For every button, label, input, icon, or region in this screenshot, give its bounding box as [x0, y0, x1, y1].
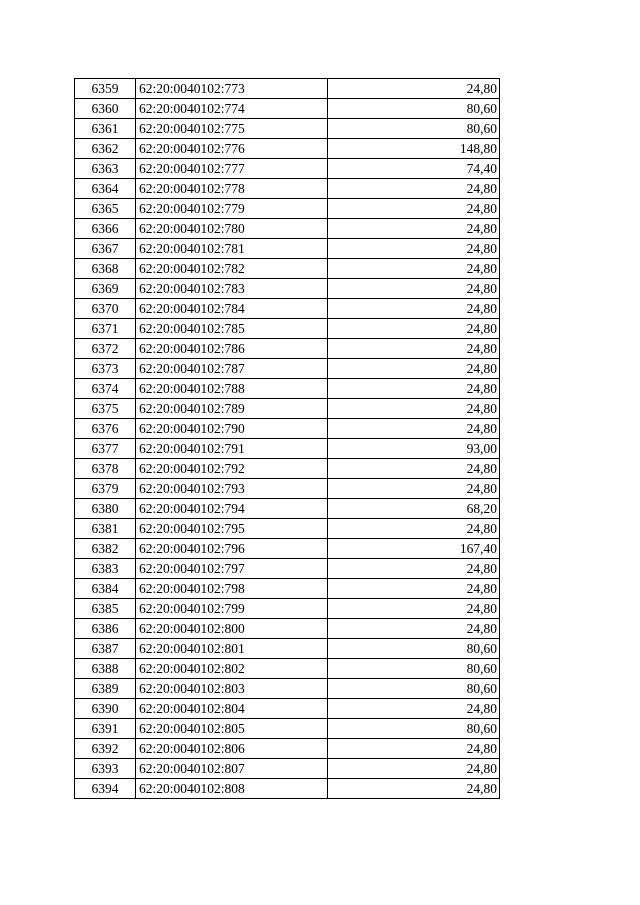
area-cell: 148,80 [328, 139, 500, 159]
row-number-cell: 6390 [75, 699, 136, 719]
row-number-cell: 6365 [75, 199, 136, 219]
table-row [75, 679, 500, 699]
cadastral-number-cell: 62:20:0040102:785 [136, 319, 328, 339]
cadastral-number-cell: 62:20:0040102:799 [136, 599, 328, 619]
row-number-cell: 6377 [75, 439, 136, 459]
area-cell: 24,80 [328, 219, 500, 239]
cadastral-number-cell: 62:20:0040102:790 [136, 419, 328, 439]
table-row [75, 439, 500, 459]
cadastral-number-cell: 62:20:0040102:806 [136, 739, 328, 759]
area-cell: 24,80 [328, 419, 500, 439]
cadastral-number-cell: 62:20:0040102:778 [136, 179, 328, 199]
area-cell: 80,60 [328, 639, 500, 659]
row-number-cell: 6388 [75, 659, 136, 679]
row-number-cell: 6380 [75, 499, 136, 519]
row-number-cell: 6370 [75, 299, 136, 319]
area-cell: 24,80 [328, 559, 500, 579]
table-row [75, 239, 500, 259]
cadastral-number-cell: 62:20:0040102:798 [136, 579, 328, 599]
table-row [75, 159, 500, 179]
cadastral-number-cell: 62:20:0040102:786 [136, 339, 328, 359]
table-row [75, 479, 500, 499]
cadastral-number-cell: 62:20:0040102:792 [136, 459, 328, 479]
table-row [75, 759, 500, 779]
cadastral-number-cell: 62:20:0040102:784 [136, 299, 328, 319]
row-number-cell: 6386 [75, 619, 136, 639]
row-number-cell: 6378 [75, 459, 136, 479]
area-cell: 24,80 [328, 319, 500, 339]
area-cell: 24,80 [328, 179, 500, 199]
row-number-cell: 6391 [75, 719, 136, 739]
cadastral-number-cell: 62:20:0040102:774 [136, 99, 328, 119]
area-cell: 24,80 [328, 359, 500, 379]
area-cell: 24,80 [328, 519, 500, 539]
row-number-cell: 6387 [75, 639, 136, 659]
row-number-cell: 6361 [75, 119, 136, 139]
cadastral-number-cell: 62:20:0040102:796 [136, 539, 328, 559]
row-number-cell: 6383 [75, 559, 136, 579]
area-cell: 24,80 [328, 79, 500, 99]
table-row [75, 739, 500, 759]
area-cell: 24,80 [328, 619, 500, 639]
area-cell: 24,80 [328, 759, 500, 779]
area-cell: 24,80 [328, 479, 500, 499]
area-cell: 24,80 [328, 239, 500, 259]
row-number-cell: 6363 [75, 159, 136, 179]
parcel-table [74, 78, 500, 799]
table-row [75, 639, 500, 659]
row-number-cell: 6360 [75, 99, 136, 119]
cadastral-number-cell: 62:20:0040102:779 [136, 199, 328, 219]
cadastral-number-cell: 62:20:0040102:773 [136, 79, 328, 99]
table-row [75, 259, 500, 279]
area-cell: 80,60 [328, 659, 500, 679]
row-number-cell: 6371 [75, 319, 136, 339]
cadastral-number-cell: 62:20:0040102:808 [136, 779, 328, 799]
cadastral-number-cell: 62:20:0040102:787 [136, 359, 328, 379]
area-cell: 24,80 [328, 339, 500, 359]
table-row [75, 519, 500, 539]
table-row [75, 199, 500, 219]
table-row [75, 359, 500, 379]
cadastral-number-cell: 62:20:0040102:804 [136, 699, 328, 719]
area-cell: 24,80 [328, 459, 500, 479]
area-cell: 24,80 [328, 599, 500, 619]
area-cell: 24,80 [328, 739, 500, 759]
row-number-cell: 6375 [75, 399, 136, 419]
area-cell: 24,80 [328, 299, 500, 319]
area-cell: 93,00 [328, 439, 500, 459]
cadastral-number-cell: 62:20:0040102:805 [136, 719, 328, 739]
cadastral-number-cell: 62:20:0040102:780 [136, 219, 328, 239]
parcel-table-body [75, 79, 500, 799]
cadastral-number-cell: 62:20:0040102:791 [136, 439, 328, 459]
area-cell: 80,60 [328, 119, 500, 139]
row-number-cell: 6384 [75, 579, 136, 599]
cadastral-number-cell: 62:20:0040102:776 [136, 139, 328, 159]
table-row [75, 779, 500, 799]
cadastral-number-cell: 62:20:0040102:803 [136, 679, 328, 699]
area-cell: 68,20 [328, 499, 500, 519]
cadastral-number-cell: 62:20:0040102:794 [136, 499, 328, 519]
cadastral-number-cell: 62:20:0040102:793 [136, 479, 328, 499]
row-number-cell: 6381 [75, 519, 136, 539]
table-row [75, 379, 500, 399]
row-number-cell: 6376 [75, 419, 136, 439]
table-row [75, 79, 500, 99]
area-cell: 80,60 [328, 719, 500, 739]
table-row [75, 699, 500, 719]
cadastral-number-cell: 62:20:0040102:783 [136, 279, 328, 299]
row-number-cell: 6374 [75, 379, 136, 399]
row-number-cell: 6389 [75, 679, 136, 699]
table-row [75, 279, 500, 299]
area-cell: 80,60 [328, 99, 500, 119]
row-number-cell: 6379 [75, 479, 136, 499]
row-number-cell: 6364 [75, 179, 136, 199]
row-number-cell: 6367 [75, 239, 136, 259]
table-row [75, 219, 500, 239]
cadastral-number-cell: 62:20:0040102:800 [136, 619, 328, 639]
cadastral-number-cell: 62:20:0040102:788 [136, 379, 328, 399]
table-row [75, 539, 500, 559]
cadastral-number-cell: 62:20:0040102:807 [136, 759, 328, 779]
area-cell: 80,60 [328, 679, 500, 699]
cadastral-number-cell: 62:20:0040102:781 [136, 239, 328, 259]
area-cell: 24,80 [328, 379, 500, 399]
area-cell: 24,80 [328, 699, 500, 719]
row-number-cell: 6394 [75, 779, 136, 799]
cadastral-number-cell: 62:20:0040102:801 [136, 639, 328, 659]
row-number-cell: 6362 [75, 139, 136, 159]
area-cell: 74,40 [328, 159, 500, 179]
row-number-cell: 6373 [75, 359, 136, 379]
row-number-cell: 6385 [75, 599, 136, 619]
area-cell: 167,40 [328, 539, 500, 559]
row-number-cell: 6366 [75, 219, 136, 239]
table-row [75, 719, 500, 739]
table-row [75, 99, 500, 119]
table-row [75, 659, 500, 679]
table-row [75, 339, 500, 359]
row-number-cell: 6393 [75, 759, 136, 779]
cadastral-number-cell: 62:20:0040102:775 [136, 119, 328, 139]
area-cell: 24,80 [328, 279, 500, 299]
table-row [75, 599, 500, 619]
row-number-cell: 6368 [75, 259, 136, 279]
table-row [75, 299, 500, 319]
table-row [75, 139, 500, 159]
area-cell: 24,80 [328, 579, 500, 599]
row-number-cell: 6372 [75, 339, 136, 359]
table-row [75, 319, 500, 339]
row-number-cell: 6392 [75, 739, 136, 759]
row-number-cell: 6359 [75, 79, 136, 99]
row-number-cell: 6382 [75, 539, 136, 559]
area-cell: 24,80 [328, 259, 500, 279]
table-row [75, 119, 500, 139]
table-row [75, 459, 500, 479]
table-row [75, 399, 500, 419]
cadastral-number-cell: 62:20:0040102:777 [136, 159, 328, 179]
cadastral-number-cell: 62:20:0040102:789 [136, 399, 328, 419]
area-cell: 24,80 [328, 199, 500, 219]
cadastral-number-cell: 62:20:0040102:795 [136, 519, 328, 539]
table-row [75, 559, 500, 579]
area-cell: 24,80 [328, 399, 500, 419]
table-row [75, 579, 500, 599]
area-cell: 24,80 [328, 779, 500, 799]
cadastral-number-cell: 62:20:0040102:802 [136, 659, 328, 679]
cadastral-number-cell: 62:20:0040102:782 [136, 259, 328, 279]
table-row [75, 419, 500, 439]
table-row [75, 179, 500, 199]
row-number-cell: 6369 [75, 279, 136, 299]
table-row [75, 619, 500, 639]
cadastral-number-cell: 62:20:0040102:797 [136, 559, 328, 579]
table-row [75, 499, 500, 519]
